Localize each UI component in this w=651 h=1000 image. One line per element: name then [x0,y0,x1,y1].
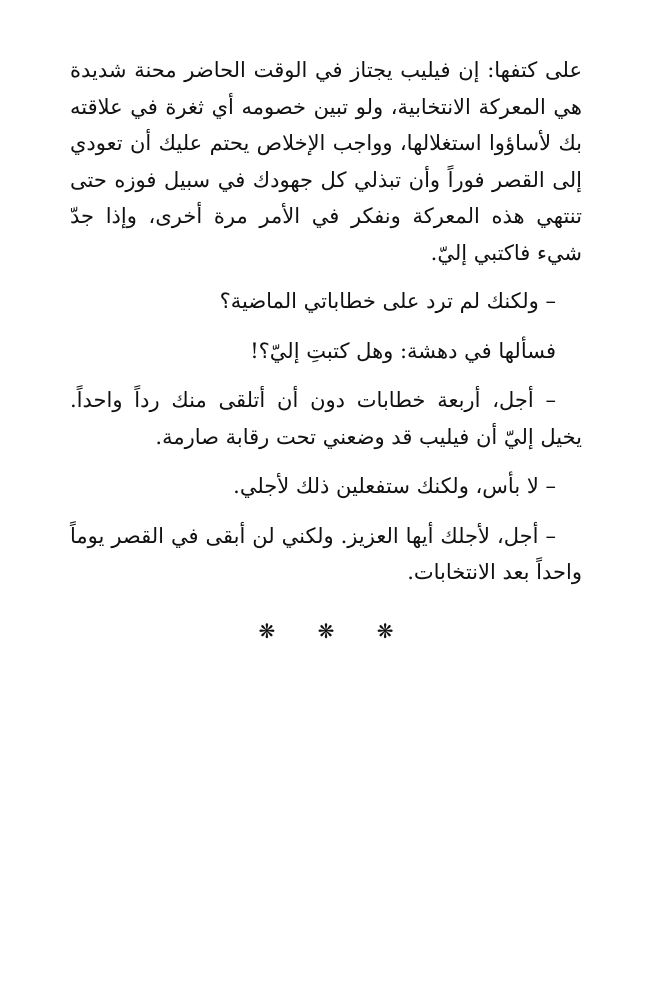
dialogue-line: – أجل، أربعة خطابات دون أن أتلقى منك رداً واحداً. يخيل إليّ أن فيليب قد وضعني تحت رقابة صارمة. [70,388,582,449]
dialogue-line: – ولكنك لم ترد على خطاباتي الماضية؟ [219,289,556,313]
dialogue-line: – أجل، لأجلك أيها العزيز. ولكني لن أبقى في القصر يوماً واحداً بعد الانتخابات. [70,523,582,584]
dialogue-line: – لا بأس، ولكنك ستفعلين ذلك لأجلي. [233,474,556,498]
section-separator: ❋ ❋ ❋ [258,618,412,643]
narrative-line: فسألها في دهشة: وهل كتبتِ إليّ؟! [250,338,556,363]
book-page [70,52,582,649]
narrative-paragraph: على كتفها: إن فيليب يجتاز في الوقت الحاضر محنة شديدة هي المعركة الانتخابية، ولو تبين خصومه أي ثغرة في علاقته بك لأساؤوا استغلالها، وواجب الإخلاص يحتم عليك أن تعودي إلى القصر فوراً وأن تبذلي كل جهودك في سبيل فوزه حتى تنتهي هذه المعركة ونفكر في الأمر مرة أخرى، وإذا جدّ شيء فاكتبي إليّ. [70,58,582,265]
